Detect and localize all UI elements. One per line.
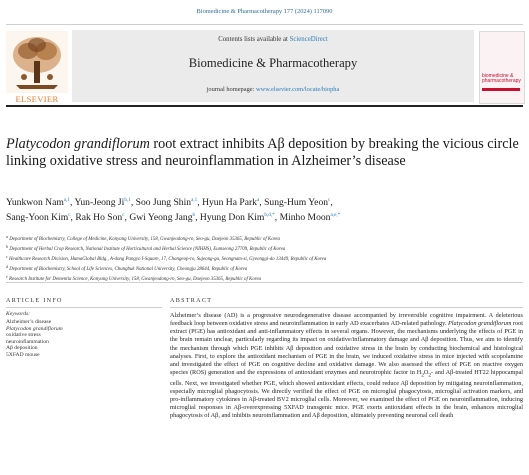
affiliation-text: Department of Biochemistry, School of Life Sciences, Chungbuk National University, Cheongju 28644, Republic of Korea bbox=[9, 266, 248, 272]
affiliation-label: b bbox=[6, 243, 8, 249]
author[interactable]: Gwi Yeong Jang bbox=[129, 212, 193, 223]
affiliation-divider bbox=[6, 282, 523, 283]
author[interactable]: Soo Jung Shin bbox=[135, 197, 192, 208]
abstract-part: root extract (PGE) has antioxidant and anti-inflammatory effects in several organs. However, the mechanisms underlying the effects of PGE in the brain remain unclear, particularly regarding its impact on oxidative/inflammatory damage and Aβ deposition. Thus, we aim to identify the mechanism through which PGE inhibits Aβ deposition and oxidative stress in the brain by conducting biochemical and histological analyses. First, to explore the antioxidant mechanism of PGE in the brain, we induced oxidative stress in mice injected with scopolamine and investigated the effect of PGE on cognitive decline and oxidative damage. We also assessed the effect of PGE on reactive oxygen species (ROS) generation and the expressions of antioxidant enzymes and neurotrophic factor in H bbox=[170, 320, 523, 377]
keyword-list bbox=[6, 319, 63, 358]
article-info-heading: ARTICLE INFO bbox=[6, 298, 63, 304]
author-affil-marker[interactable]: c bbox=[122, 212, 125, 218]
affiliation-text: Department of Herbal Crop Research, National Institute of Horticultural and Herbal Science (NIHHS), Eumseong 27709, Republic of Korea bbox=[9, 246, 286, 252]
abstract-rule bbox=[170, 307, 523, 308]
author-list: Yunkwon Nam$^{a,1}$, Yun-Jeong Ji$^{b,1}$, Soo Jung Shin$^{a,1}$, Hyun Ha Park$^a$, Sung-Hum Yeon$^c$, Sang-Yoon Kim$^c$, Rak Ho Son$^c$, Gwi Yeong Jang$^b$, Hyung Don Kim$^{b,d,*}$, Minho Moon$^{a,e,*}$ bbox=[6, 197, 341, 223]
sciencedirect-link[interactable]: ScienceDirect bbox=[289, 36, 328, 43]
affiliation-label: c bbox=[6, 253, 8, 259]
contents-prefix: Contents lists available at bbox=[218, 36, 290, 43]
affiliation bbox=[6, 264, 521, 274]
homepage-line bbox=[72, 86, 474, 93]
author[interactable]: Minho Moon bbox=[279, 212, 331, 223]
author[interactable]: Yunkwon Nam bbox=[6, 197, 64, 208]
author[interactable]: Sung-Hum Yeon bbox=[264, 197, 329, 208]
affiliation-text: Department of Biochemistry, College of Medicine, Konyang University, 158, Gwanjeodong-ro, Seo-gu, Daejeon 35365, Republic of Korea bbox=[9, 237, 280, 242]
cover-title: biomedicine & pharmacotherapy bbox=[482, 73, 521, 85]
contents-line bbox=[72, 36, 474, 43]
author-affil-marker[interactable]: a bbox=[256, 197, 260, 203]
author-affil-marker[interactable]: a,e,* bbox=[330, 212, 341, 218]
affiliation-list bbox=[6, 234, 521, 284]
abstract-species: Platycodon grandiflorum bbox=[447, 320, 512, 328]
journal-reference[interactable]: Biomedicine & Pharmacotherapy 177 (2024) 117090 bbox=[196, 8, 333, 15]
author-affil-marker[interactable]: a,1 bbox=[191, 197, 198, 203]
author-affil-marker[interactable]: c bbox=[328, 197, 331, 203]
affiliation-label: e bbox=[6, 273, 8, 279]
affiliation-text: Research Institute for Dementia Science, Konyang University, 158, Gwanjeodong-ro, Seo-gu, Daejeon 35365, Republic of Korea bbox=[9, 276, 262, 282]
author[interactable]: Rak Ho Son bbox=[75, 212, 123, 223]
header-bottom-rule bbox=[6, 105, 523, 107]
abstract-part: O bbox=[423, 369, 429, 377]
abstract-subscript: 2 bbox=[421, 372, 424, 379]
abstract-heading: ABSTRACT bbox=[170, 298, 213, 304]
journal-cover-thumbnail[interactable] bbox=[479, 31, 525, 104]
homepage-prefix: journal homepage: bbox=[206, 86, 256, 93]
affiliation-label: a bbox=[6, 234, 8, 239]
author-affil-marker[interactable]: c bbox=[68, 212, 71, 218]
title-species: Platycodon grandiflorum bbox=[6, 136, 150, 152]
elsevier-tree-logo[interactable] bbox=[6, 31, 68, 93]
keyword: 5XFAD mouse bbox=[6, 351, 40, 358]
cover-accent-bar bbox=[482, 88, 520, 91]
affiliation bbox=[6, 254, 521, 264]
abstract-part: Alzheimer’s disease (AD) is a progressive neurodegenerative disease accompanied by irreversible cognitive impairment. A deleterious feedback loop between oxidative stress and neuroinflammation in early AD exacerbates AD-related pathology. bbox=[170, 312, 523, 328]
author[interactable]: Sang-Yoon Kim bbox=[6, 212, 69, 223]
author[interactable]: Hyun Ha Park bbox=[202, 197, 257, 208]
affiliation bbox=[6, 244, 521, 254]
abstract-subscript: 2 bbox=[428, 372, 432, 379]
affiliation-label: d bbox=[6, 263, 8, 269]
keyword: oxidative stress bbox=[6, 332, 41, 338]
article-info-rule bbox=[6, 307, 162, 308]
journal-title: Biomedicine & Pharmacotherapy bbox=[188, 56, 358, 70]
article-title bbox=[6, 136, 521, 170]
author-affil-marker[interactable]: b,d,* bbox=[264, 212, 275, 218]
abstract-body bbox=[170, 312, 523, 420]
elsevier-wordmark[interactable]: ELSEVIER bbox=[15, 94, 59, 104]
header-top-rule bbox=[6, 24, 523, 25]
author[interactable]: Yun-Jeong Ji bbox=[74, 197, 125, 208]
keywords-label: Keywords: bbox=[6, 311, 31, 317]
keyword: Platycodon grandiflorum bbox=[6, 325, 63, 332]
keyword: Alzheimer’s disease bbox=[6, 319, 52, 325]
affiliation-text: Healthcare Research Division, HumaGlobal Bldg., A-dong Pangyo I-Square, 17, Changeop-ro, Sujeong-gu, Seongnam-si, Gyeonggi-do 13449, Republic of Korea bbox=[9, 256, 327, 262]
author[interactable]: Hyung Don Kim bbox=[199, 212, 265, 223]
author-affil-marker[interactable]: b,1 bbox=[124, 197, 131, 203]
author-affil-marker[interactable]: a,1 bbox=[63, 197, 71, 203]
abstract-part: - and Aβ-treated HT22 hippocampal cells. Next, we investigated whether PGE, which showed antioxidant effects, could reduce Aβ deposition by mitigating neuroinflammation, especially microglial phagocytosis. We directly verified the effect of PGE on microglial phagocytosis, microglial activation markers, and pro-inflammatory cytokines in Aβ-treated BV2 microglial cells. Moreover, we examined the effect of PGE on neuroinflammation, inducing microglial responses in Aβ-overexpressing 5XFAD transgenic mice. PGE exerts antioxidant effects in the brain, enhances microglial phagocytosis of Aβ, and inhibits neuroinflammation and Aβ deposition, ultimately preventing neuronal cell death bbox=[170, 369, 523, 420]
affiliation bbox=[6, 234, 521, 244]
journal-homepage-link[interactable]: www.elsevier.com/locate/biopha bbox=[255, 86, 340, 93]
keyword: Aβ deposition bbox=[6, 345, 38, 351]
author-affil-marker[interactable]: b bbox=[192, 212, 196, 218]
title-rest: root extract inhibits Aβ deposition by breaking the vicious circle linking oxidative stress and neuroinflammation in Alzheimer’s disease bbox=[6, 136, 519, 169]
keyword: neuroinflammation bbox=[6, 338, 49, 345]
